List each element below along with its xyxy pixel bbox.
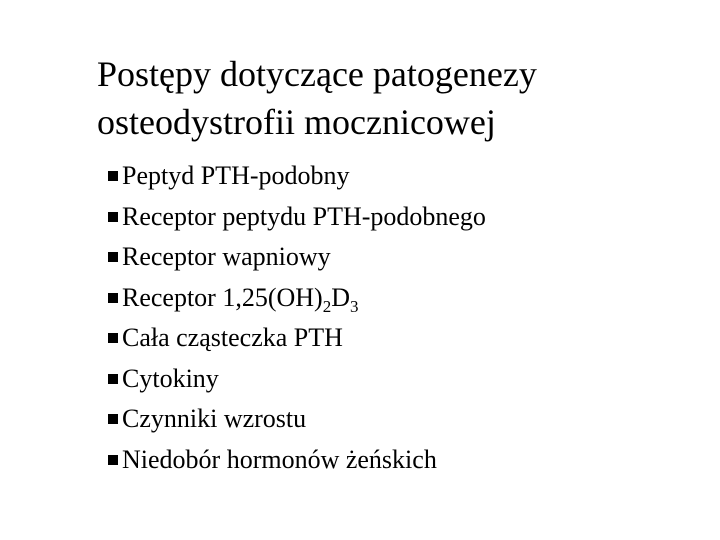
bullet-text: Niedobór hormonów żeńskich bbox=[122, 444, 437, 474]
square-bullet-icon bbox=[108, 252, 118, 262]
bullet-list bbox=[122, 156, 486, 480]
bullet-text: Peptyd PTH-podobny bbox=[122, 161, 350, 190]
subscript-3: 3 bbox=[350, 296, 359, 316]
vitamin-d-letter: D bbox=[331, 282, 350, 312]
square-bullet-icon bbox=[108, 293, 118, 303]
bullet-text: Cytokiny bbox=[122, 363, 219, 393]
bullet-item bbox=[122, 318, 486, 359]
bullet-item bbox=[122, 399, 486, 440]
bullet-item bbox=[122, 237, 486, 278]
bullet-item bbox=[122, 156, 486, 197]
square-bullet-icon bbox=[108, 212, 118, 222]
bullet-text: Czynniki wzrostu bbox=[122, 404, 307, 433]
subscript-2: 2 bbox=[322, 296, 332, 316]
bullet-text: Cała cząsteczka PTH bbox=[122, 323, 343, 352]
square-bullet-icon bbox=[108, 414, 118, 424]
bullet-item bbox=[122, 440, 486, 481]
title-line-1: Postępy dotyczące patogenezy bbox=[97, 54, 537, 94]
bullet-item bbox=[122, 278, 486, 319]
bullet-text: Receptor peptydu PTH-podobnego bbox=[122, 201, 486, 231]
slide-title bbox=[97, 50, 697, 146]
square-bullet-icon bbox=[108, 374, 118, 384]
bullet-text: Receptor wapniowy bbox=[122, 242, 331, 271]
square-bullet-icon bbox=[108, 455, 118, 465]
receptor-prefix: Receptor 1,25(OH) bbox=[122, 282, 323, 312]
square-bullet-icon bbox=[108, 171, 118, 181]
bullet-item bbox=[122, 197, 486, 238]
bullet-item bbox=[122, 359, 486, 400]
title-line-2: osteodystrofii mocznicowej bbox=[97, 102, 496, 142]
bullet-text bbox=[122, 282, 359, 316]
square-bullet-icon bbox=[108, 333, 118, 343]
